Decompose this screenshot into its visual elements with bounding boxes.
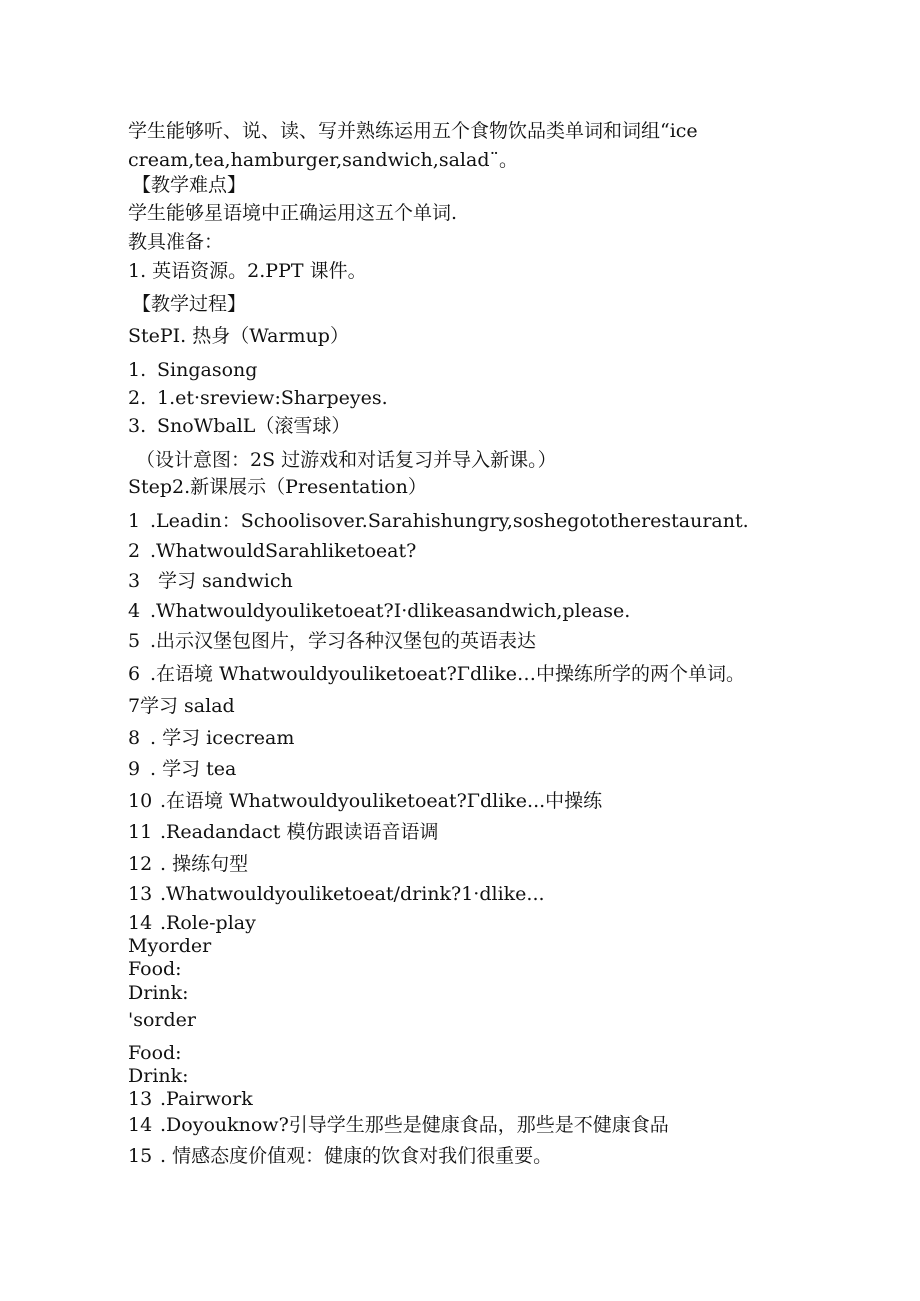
item-text: 学习 sandwich [158, 570, 293, 592]
goals-line-1: 学生能够听、说、读、写并熟练运用五个食物饮品类单词和词组“ice [128, 120, 698, 142]
item-number: 13 [128, 883, 153, 905]
item-text: .Readandact 模仿跟读语音语调 [160, 821, 439, 843]
step2-item [128, 512, 749, 531]
item-number: 2. [128, 387, 147, 409]
step2-item [128, 885, 545, 904]
process-heading: 【教学过程】 [132, 293, 247, 315]
item-number: 13 [128, 1088, 153, 1110]
item-text: .Whatwouldyouliketoeat?I·dlikeasandwich,please. [150, 600, 631, 622]
item-text: .Leadin：Schoolisover.Sarahishungry,soshegototherestaurant. [150, 510, 749, 532]
difficulty-heading: 【教学难点】 [132, 174, 247, 196]
step2-item [128, 602, 630, 621]
item-text: .Whatwouldyouliketoeat/drink?1·dlike... [160, 883, 545, 905]
item-text: .Role-play [160, 912, 256, 934]
item-text: . 学习 tea [150, 758, 237, 780]
step2-item [128, 1147, 552, 1166]
item-text: .Doyouknow?引导学生那些是健康食品，那些是不健康食品 [160, 1114, 669, 1136]
prep-heading: 教具准备： [128, 231, 224, 253]
step2-item [128, 1116, 669, 1135]
my-order-label: Myorder [128, 935, 212, 957]
step2-item [128, 855, 248, 874]
goals-line-2: cream,tea,hamburger,sandwich,salad¨。 [128, 149, 518, 171]
step2-item [128, 572, 293, 591]
item-number: 15 [128, 1145, 153, 1167]
item-number: 3. [128, 415, 147, 437]
item-number: 12 [128, 853, 153, 875]
step2-item [128, 760, 236, 779]
item-number: 14 [128, 912, 153, 934]
step2-item [128, 697, 235, 716]
item-number: 1 [128, 510, 141, 532]
item-number: 3 [128, 570, 141, 592]
step2-item [128, 823, 438, 842]
item-text: SnoWbalL（滚雪球） [157, 415, 351, 437]
step2-item [128, 729, 294, 748]
item-number: 11 [128, 821, 153, 843]
item-text: . 操练句型 [160, 853, 249, 875]
item-number: 4 [128, 600, 141, 622]
drink-label: Drink: [128, 982, 189, 1004]
step1-title: StePI. 热身（Warmup） [128, 325, 349, 347]
item-text: . 情感态度价值观：健康的饮食对我们很重要。 [160, 1145, 553, 1167]
item-text: .出示汉堡包图片，学习各种汉堡包的英语表达 [150, 630, 537, 652]
step2-item [128, 665, 745, 684]
food-label: Food: [128, 958, 182, 980]
difficulty-text: 学生能够星语境中正确运用这五个单词. [128, 202, 458, 224]
step1-item [128, 417, 350, 436]
step1-item [128, 361, 257, 380]
item-number: 14 [128, 1114, 153, 1136]
step2-title: Step2.新课展示（Presentation） [128, 476, 427, 498]
item-number: 2 [128, 540, 141, 562]
item-number: 8 [128, 727, 141, 749]
item-text: .在语境 Whatwouldyouliketoeat?Γdlike…中操练所学的两个单词。 [150, 663, 746, 685]
step1-note: （设计意图：2S 过游戏和对话复习并导入新课。） [136, 449, 557, 471]
item-text: 1.et·sreview:Sharpeyes. [157, 387, 388, 409]
item-number: 1. [128, 359, 147, 381]
prep-text: 1. 英语资源。2.PPT 课件。 [128, 260, 367, 282]
drink-label: Drink: [128, 1065, 189, 1087]
partner-order-label: 'sorder [128, 1009, 196, 1031]
food-label: Food: [128, 1042, 182, 1064]
step2-item [128, 1090, 253, 1109]
item-text: .Pairwork [160, 1088, 253, 1110]
step2-item [128, 914, 256, 933]
item-number: 5 [128, 630, 141, 652]
item-text: . 学习 icecream [150, 727, 295, 749]
item-number: 6 [128, 663, 141, 685]
step2-item [128, 792, 602, 811]
item-text: 学习 salad [140, 695, 235, 717]
step2-item [128, 542, 416, 561]
item-text: .WhatwouldSarahliketoeat? [150, 540, 417, 562]
item-number: 9 [128, 758, 141, 780]
step1-item [128, 389, 388, 408]
item-number: 10 [128, 790, 153, 812]
item-text: .在语境 Whatwouldyouliketoeat?Γdlike...中操练 [160, 790, 603, 812]
step2-item [128, 632, 536, 651]
item-number: 7 [128, 695, 141, 717]
item-text: Singasong [157, 359, 258, 381]
